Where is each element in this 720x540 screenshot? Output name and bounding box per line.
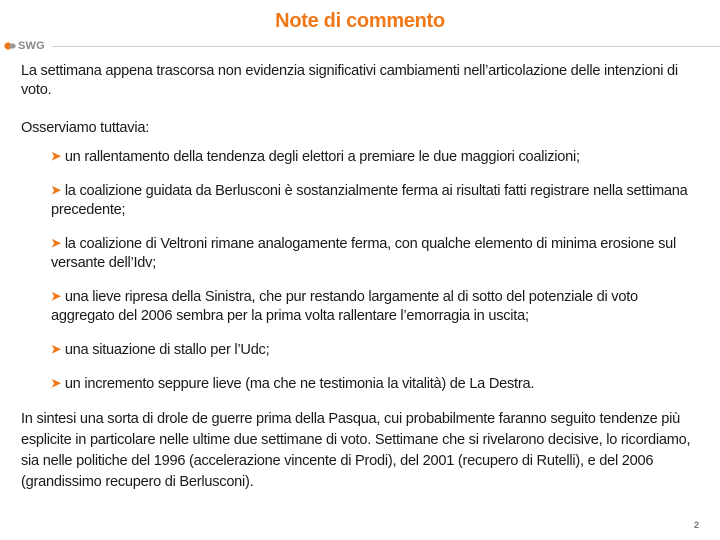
list-item (51, 341, 701, 360)
list-item (51, 375, 701, 394)
list-item-text: un rallentamento della tendenza degli elettori a premiare le due maggiori coalizioni; (64, 149, 580, 165)
header-divider (52, 46, 720, 47)
page-number: 2 (693, 520, 699, 530)
swg-logo (4, 39, 45, 53)
observe-heading: Osserviamo tuttavia: (21, 120, 150, 136)
arrow-right-icon: ➤ (51, 376, 61, 390)
arrow-right-icon: ➤ (51, 149, 61, 163)
arrow-right-icon: ➤ (51, 289, 61, 303)
list-item-text: una situazione di stallo per l’Udc; (64, 342, 270, 358)
observations-list (21, 148, 701, 394)
list-item-text: un incremento seppure lieve (ma che ne testimonia la vitalità) de La Destra. (64, 376, 535, 392)
list-item-text: la coalizione di Veltroni rimane analogamente ferma, con qualche elemento di minima erosione sul versante dell’Idv; (51, 236, 676, 271)
list-item (51, 148, 701, 167)
swg-logo-text: SWG (18, 40, 45, 52)
list-item (51, 288, 701, 326)
intro-paragraph: La settimana appena trascorsa non evidenzia significativi cambiamenti nell’articolazione delle intenzioni di voto. (21, 63, 678, 98)
list-item-text: una lieve ripresa della Sinistra, che pur restando largamente al di sotto del potenziale di voto aggregato del 2006 sembra per la prima volta rallentare l’emorragia in uscita; (51, 289, 638, 324)
arrow-right-icon: ➤ (51, 342, 61, 356)
arrow-right-icon: ➤ (51, 183, 61, 197)
list-item-text: la coalizione guidata da Berlusconi è sostanzialmente ferma ai risultati fatti registrare nella settimana precedente; (51, 183, 688, 218)
slide-content (21, 62, 701, 493)
list-item (51, 235, 701, 273)
page-title: Note di commento (275, 10, 445, 32)
list-item (51, 182, 701, 220)
arrow-right-icon: ➤ (51, 236, 61, 250)
summary-paragraph: In sintesi una sorta di drole de guerre prima della Pasqua, cui probabilmente faranno seguito tendenze più esplicite in particolare nelle ultime due settimane di voto. Settimane che si rivelarono decisive, lo ricordiamo, sia nelle politiche del 1996 (accelerazione vincente di Prodi), del 2001 (recupero di Rutelli), e del 2006 (grandissimo recupero di Berlusconi). (21, 411, 691, 490)
swg-logo-icon (4, 42, 16, 50)
